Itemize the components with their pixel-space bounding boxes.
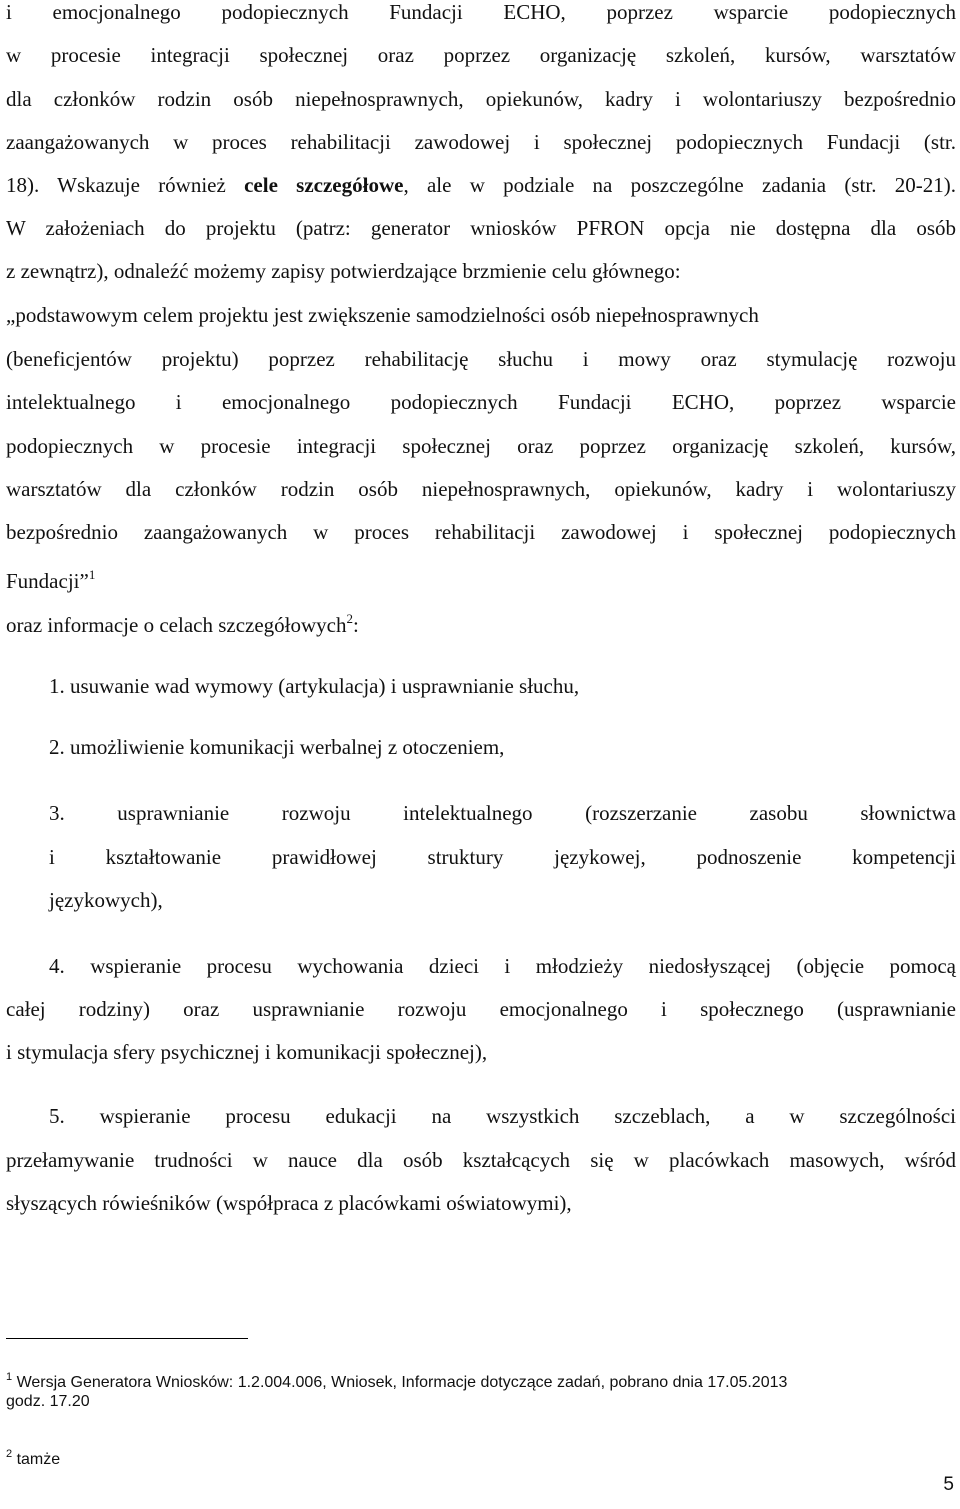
list-item: [49, 799, 956, 827]
page-number: 5: [943, 1474, 954, 1495]
body-text-segment: oraz informacje o celach szczegółowych: [6, 613, 347, 637]
body-text-line: z zewnątrz), odnaleźć możemy zapisy potwierdzające brzmienie celu głównego:: [6, 259, 681, 283]
list-item-continuation: językowych),: [49, 888, 163, 912]
body-text-line: W założeniach do projektu (patrz: generator wniosków PFRON opcja nie dostępna dla osób: [6, 216, 956, 240]
footnote: [6, 1366, 787, 1394]
footnote-text: Wersja Generatora Wniosków: 1.2.004.006, Wniosek, Informacje dotyczące zadań, pobrano dnia 17.05.2013: [16, 1374, 788, 1391]
list-item: [49, 672, 956, 700]
body-text-line: dla członków rodzin osób niepełnosprawnych, opiekunów, kadry i wolontariuszy bezpośrednio: [6, 87, 956, 111]
body-text-line: [6, 605, 956, 639]
body-text-line: [6, 171, 956, 199]
list-number: 1.: [49, 674, 65, 698]
quote-line: warsztatów dla członków rodzin osób niepełnosprawnych, opiekunów, kadry i wolontariuszy: [6, 477, 956, 501]
list-item-continuation: słyszących rówieśników (współpraca z placówkami oświatowymi),: [6, 1191, 572, 1215]
list-item: [49, 733, 956, 761]
quote-line: (beneficjentów projektu) poprzez rehabilitację słuchu i mowy oraz stymulację rozwoju: [6, 347, 956, 371]
list-item-continuation: przełamywanie trudności w nauce dla osób kształcących się w placówkach masowych, wśród: [6, 1148, 956, 1172]
list-item-continuation: i stymulacja sfery psychicznej i komunikacji społecznej),: [6, 1040, 488, 1064]
body-text-line: zaangażowanych w proces rehabilitacji zawodowej i społecznej podopiecznych Fundacji (str.: [6, 130, 956, 154]
list-item-text: usprawnianie rozwoju intelektualnego (rozszerzanie zasobu słownictwa: [117, 801, 957, 825]
footnote-continuation: godz. 17.20: [6, 1393, 90, 1410]
quote-line: intelektualnego i emocjonalnego podopiecznych Fundacji ECHO, poprzez wsparcie: [6, 390, 956, 414]
quote-line: bezpośrednio zaangażowanych w proces rehabilitacji zawodowej i społecznej podopiecznych: [6, 520, 956, 544]
list-number: 2.: [49, 735, 65, 759]
list-item-continuation: całej rodziny) oraz usprawnianie rozwoju emocjonalnego i społecznego (usprawnianie: [6, 997, 956, 1021]
footnote-mark: 1: [6, 1371, 13, 1383]
list-number: 5.: [49, 1104, 65, 1128]
footnote-ref[interactable]: 2: [346, 611, 353, 626]
body-text-segment: 18). Wskazuje również: [6, 173, 245, 197]
body-text-segment: , ale w podziale na poszczególne zadania (str. 20-21).: [403, 173, 956, 197]
list-item-text: usuwanie wad wymowy (artykulacja) i usprawnianie słuchu,: [70, 674, 580, 698]
body-text-segment: :: [352, 613, 359, 637]
list-number: 3.: [49, 801, 65, 825]
quote-line: [6, 561, 956, 595]
bold-term: cele szczegółowe: [244, 173, 404, 197]
list-item-text: umożliwienie komunikacji werbalnej z otoczeniem,: [70, 735, 505, 759]
footnote-mark: 2: [6, 1448, 13, 1460]
footnote: [6, 1443, 60, 1471]
list-number: 4.: [49, 954, 65, 978]
footnote-separator: [6, 1338, 248, 1339]
quote-text: Fundacji”: [6, 569, 89, 593]
quote-line: podopiecznych w procesie integracji społecznej oraz poprzez organizację szkoleń, kursów,: [6, 434, 956, 458]
footnote-text: tamże: [16, 1451, 61, 1468]
list-item: [49, 952, 956, 980]
body-text-line: w procesie integracji społecznej oraz poprzez organizację szkoleń, kursów, warsztatów: [6, 43, 956, 67]
body-text-line: i emocjonalnego podopiecznych Fundacji ECHO, poprzez wsparcie podopiecznych: [6, 0, 956, 24]
quote-line: „podstawowym celem projektu jest zwiększenie samodzielności osób niepełnosprawnych: [6, 303, 759, 327]
list-item-text: wspieranie procesu wychowania dzieci i młodzieży niedosłyszącej (objęcie pomocą: [90, 954, 956, 978]
list-item: [49, 1102, 956, 1130]
footnote-ref[interactable]: 1: [88, 567, 96, 582]
list-item-text: wspieranie procesu edukacji na wszystkich szczeblach, a w szczególności: [99, 1104, 957, 1128]
list-item-continuation: i kształtowanie prawidłowej struktury językowej, podnoszenie kompetencji: [49, 845, 956, 869]
